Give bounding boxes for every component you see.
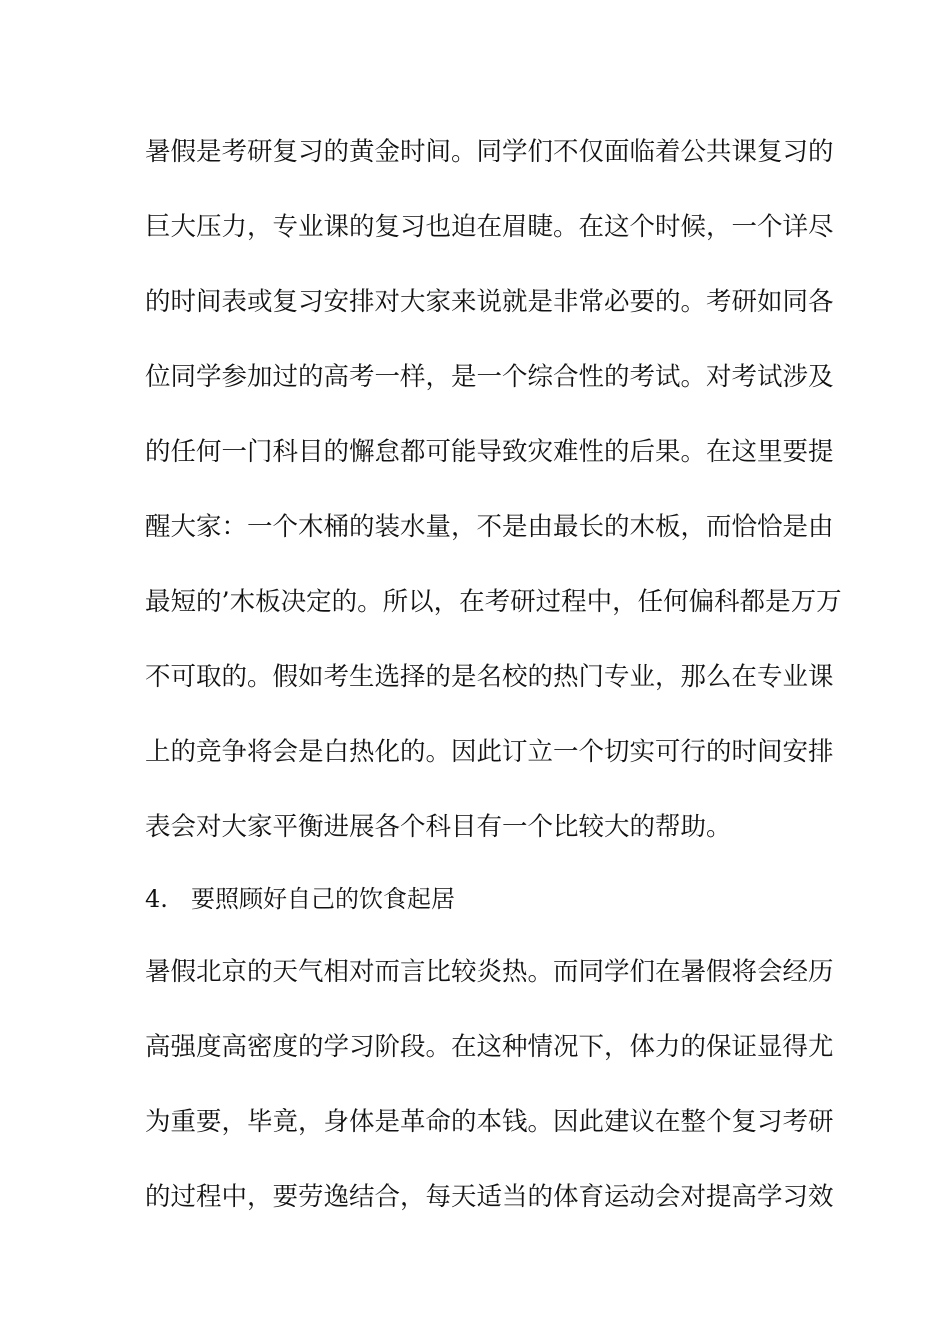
paragraph-1-line-4: 位同学参加过的高考一样，是一个综合性的考试。对考试涉及 <box>145 362 834 392</box>
paragraph-2-line-3: 为重要，毕竟，身体是革命的本钱。因此建议在整个复习考研 <box>145 1107 834 1137</box>
paragraph-2-line-4: 的过程中，要劳逸结合，每天适当的体育运动会对提高学习效 <box>145 1182 834 1212</box>
section-heading <box>145 882 455 916</box>
paragraph-2-line-1: 暑假北京的天气相对而言比较炎热。而同学们在暑假将会经历 <box>145 957 834 987</box>
paragraph-1-line-5: 的任何一门科目的懈怠都可能导致灾难性的后果。在这里要提 <box>145 437 834 467</box>
paragraph-1-line-8: 不可取的。假如考生选择的是名校的热门专业，那么在专业课 <box>145 662 834 692</box>
paragraph-1-line-7: 最短的’木板决定的。所以，在考研过程中，任何偏科都是万万 <box>145 587 842 617</box>
paragraph-2-line-2: 高强度高密度的学习阶段。在这种情况下，体力的保证显得尤 <box>145 1032 834 1062</box>
section-heading-text: 要照顾好自己的饮食起居 <box>191 885 455 913</box>
paragraph-1-line-1: 暑假是考研复习的黄金时间。同学们不仅面临着公共课复习的 <box>145 137 834 167</box>
paragraph-1-line-10: 表会对大家平衡进展各个科目有一个比较大的帮助。 <box>145 812 732 842</box>
section-heading-number: 4. <box>145 885 168 913</box>
paragraph-1-line-6: 醒大家：一个木桶的装水量，不是由最长的木板，而恰恰是由 <box>145 512 834 542</box>
paragraph-1-line-2: 巨大压力，专业课的复习也迫在眉睫。在这个时候，一个详尽 <box>145 212 834 242</box>
paragraph-1-line-9: 上的竞争将会是白热化的。因此订立一个切实可行的时间安排 <box>145 737 834 767</box>
paragraph-1-line-3: 的时间表或复习安排对大家来说就是非常必要的。考研如同各 <box>145 287 834 317</box>
